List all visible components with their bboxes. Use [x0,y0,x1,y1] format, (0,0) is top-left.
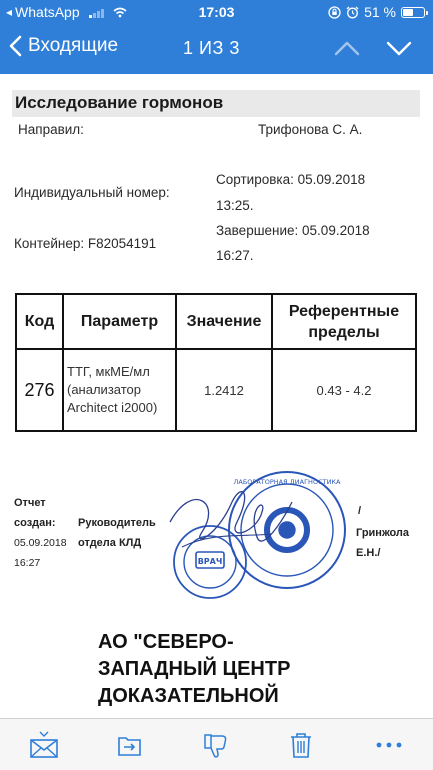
rotation-lock-icon [328,6,341,19]
battery-fill [403,9,413,16]
top-bar [0,0,433,74]
report-created-line2: создан: [14,517,56,529]
back-app-chevron-icon: ◂ [6,5,13,19]
org-line2: ЗАПАДНЫЙ ЦЕНТР [98,658,291,680]
document-title: Исследование гормонов [12,90,420,117]
header-reference-line2: пределы [308,323,380,341]
move-icon[interactable] [113,729,145,761]
org-line3: ДОКАЗАТЕЛЬНОЙ [98,685,279,707]
back-label: Входящие [28,35,119,56]
clock: 17:03 [198,4,235,20]
organization-name [98,629,290,710]
bottom-toolbar [0,718,433,770]
header-code: Код [16,294,63,349]
status-bar [0,0,433,24]
referred-value: Трифонова С. А. [258,122,363,137]
stamp-doctor-role: ВРАЧ [197,557,223,566]
head-title-line2: отдела КЛД [78,537,142,549]
referred-label: Направил: [18,122,84,137]
battery-percent: 51 % [364,4,396,20]
nav-bar [0,24,433,74]
message-body[interactable] [0,74,433,718]
org-line1: АО "СЕВЕРО- [98,631,234,653]
cell-param-line1: ТТГ, мкМЕ/мл [67,364,150,379]
table-row [16,349,416,431]
back-button[interactable] [8,35,118,57]
next-message-chevron-down-icon[interactable] [386,37,412,59]
back-chevron-icon [8,35,22,57]
mail-icon[interactable] [28,729,60,761]
more-icon[interactable] [373,729,405,761]
individual-number-label: Индивидуальный номер: [14,185,170,200]
cell-param-line3: Architect i2000) [67,400,158,415]
results-header-row [16,294,416,349]
signer-slash: / [358,505,362,517]
completion-line1: Завершение: 05.09.2018 [216,223,370,238]
cell-value: 1.2412 [176,349,272,431]
container-number: Контейнер: F82054191 [14,236,157,251]
signer-line1: Гринжола [356,527,410,539]
cell-code: 276 [16,349,63,431]
spam-icon[interactable] [200,729,232,761]
sorting-line1: Сортировка: 05.09.2018 [216,172,366,187]
header-value: Значение [176,294,272,349]
battery-icon [401,7,425,18]
sorting-line2: 13:25. [216,198,254,213]
stamp-outer-text: ЛАБОРАТОРНАЯ ДИАГНОСТИКА [233,478,341,486]
header-reference [272,294,416,349]
report-created-line1: Отчет [14,497,46,509]
head-title-line1: Руководитель [78,517,156,529]
header-param: Параметр [63,294,176,349]
previous-message-chevron-up-icon[interactable] [334,37,360,59]
cell-param-line2: (анализатор [67,382,141,397]
cell-reference: 0.43 - 4.2 [272,349,416,431]
results-table [15,293,417,432]
cell-param [63,349,176,431]
stamp-signature-image [162,462,352,602]
report-created-time: 16:27 [14,557,41,569]
back-app-label: WhatsApp [15,4,80,20]
message-counter: 1 ИЗ 3 [183,38,240,58]
alarm-icon [346,6,359,19]
status-right [328,4,425,20]
completion-line2: 16:27. [216,248,254,263]
signer-line2: Е.Н./ [356,547,381,559]
header-reference-line1: Референтные [288,302,400,320]
report-created-date: 05.09.2018 [14,537,67,549]
trash-icon[interactable] [285,729,317,761]
